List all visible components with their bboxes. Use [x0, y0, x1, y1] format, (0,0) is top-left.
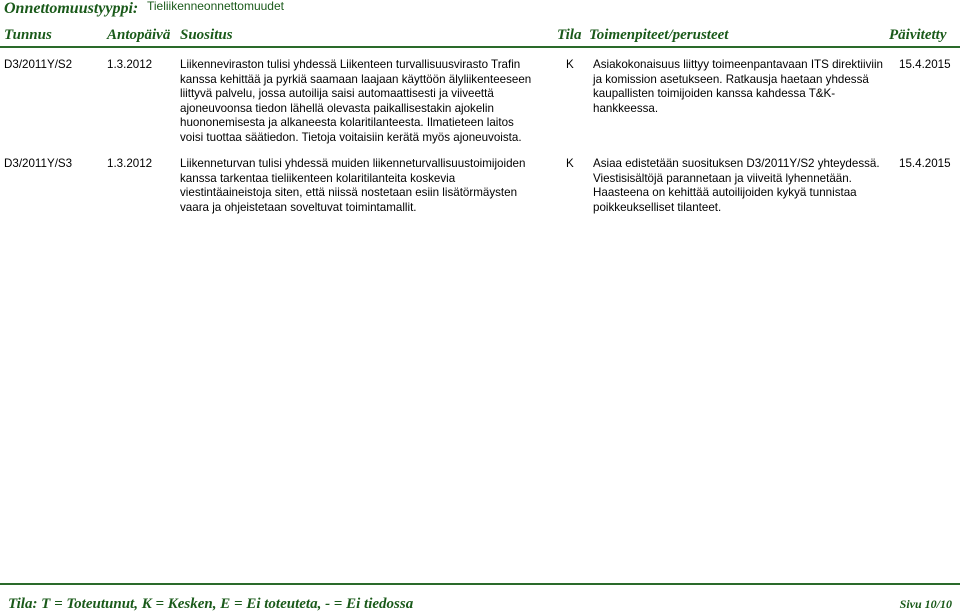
row-toimenpiteet: Asiaa edistetään suosituksen D3/2011Y/S2 yhteydessä. Viestisisältöjä parannetaan ja viiveitä lyhennetään. Haasteena on kehittää autoilijoiden kykyä tunnistaa poikkeukselliset tilanteet. [593, 157, 880, 214]
column-header-tila: Tila [557, 27, 582, 43]
header-title: Onnettomuustyyppi: [4, 0, 139, 17]
row-paivitetty: 15.4.2015 [899, 157, 951, 170]
row-toimenpiteet: Asiakokonaisuus liittyy toimeenpantavaan ITS direktiiviin ja komission asetukseen. Ratkausja haetaan yhdessä kaupallisten toimijoiden kanssa kahdessa T&K-hankkeessa. [593, 58, 883, 115]
row-tila: K [566, 58, 574, 71]
footer-legend: Tila: T = Toteutunut, K = Kesken, E = Ei toteuteta, - = Ei tiedossa [8, 596, 414, 612]
column-header-antopaiva: Antopäivä [107, 27, 171, 43]
column-header-tunnus: Tunnus [4, 27, 52, 43]
row-suositus: Liikenneviraston tulisi yhdessä Liikenteen turvallisuusvirasto Trafin kanssa kehittää ja pyrkiä saamaan laajaan käyttöön älyliikenteeseen liittyvä palvelu, jossa autoilija saisi automaattisesti ja viiveettä ajoneuvoonsa tiedon lähellä olevasta paikallisestakin ajokelin huononemisesta ja alkaneesta kolaritilanteesta. Ilmatieteen laitos voisi tuottaa säätiedon. Tietoja voitaisiin kerätä myös ajoneuvoista. [180, 58, 532, 144]
row-tila: K [566, 157, 574, 170]
row-antopaiva: 1.3.2012 [107, 157, 153, 170]
row-tunnus: D3/2011Y/S2 [4, 58, 73, 71]
row-antopaiva: 1.3.2012 [107, 58, 153, 71]
header-rule [0, 46, 960, 48]
row-tunnus: D3/2011Y/S3 [4, 157, 73, 170]
column-header-suositus: Suositus [180, 27, 233, 43]
header-value: Tieliikenneonnettomuudet [147, 0, 284, 13]
footer-rule [0, 583, 960, 585]
row-paivitetty: 15.4.2015 [899, 58, 951, 71]
row-suositus: Liikenneturvan tulisi yhdessä muiden liikenneturvallisuustoimijoiden kanssa tarkentaa tieliikenteen kolaritilanteita koskevia viestintäaineistoja siten, että niissä nostetaan esiin lisätörmäysten vaara ja ohjeistetaan soveltuvat toimintamallit. [180, 157, 526, 214]
column-header-paivitetty: Päivitetty [889, 27, 947, 43]
footer-page-number: Sivu 10/10 [899, 597, 952, 611]
column-header-toimenpiteet: Toimenpiteet/perusteet [589, 27, 729, 43]
